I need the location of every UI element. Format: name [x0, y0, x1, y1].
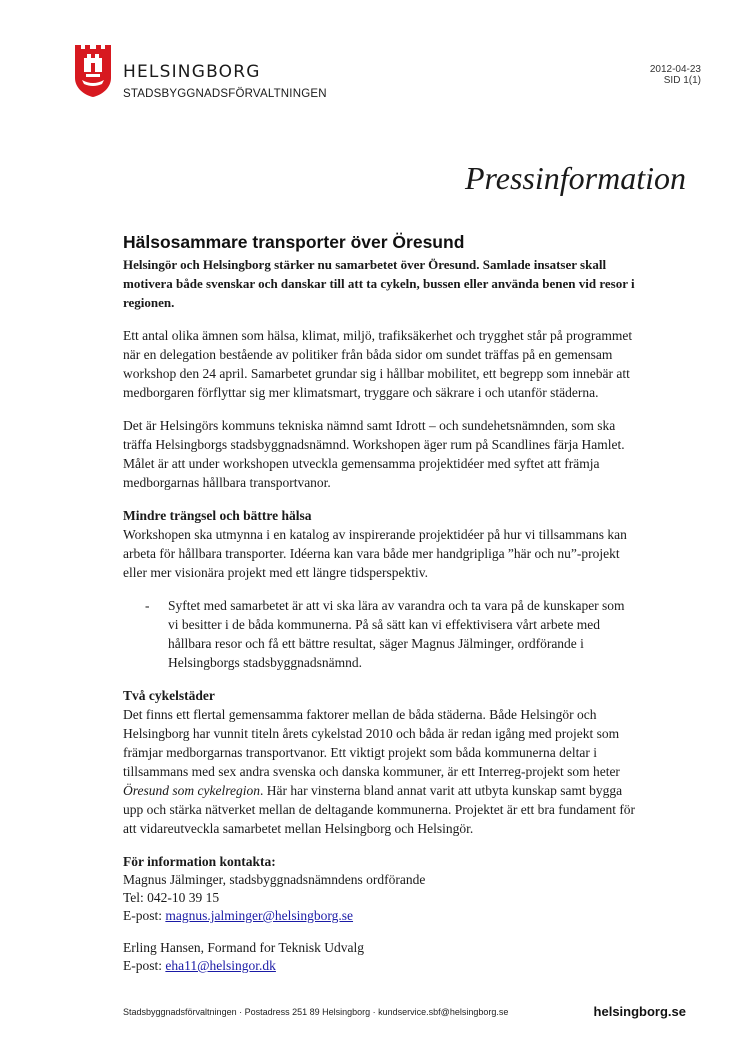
email-link-1[interactable]: magnus.jalminger@helsingborg.se	[165, 908, 354, 923]
paragraph-3: Workshopen ska utmynna i en katalog av inspirerande projektidéer på hur vi tillsammans kan arbeta för hållbara transporter. Idéerna kan vara både mer handgripliga ”här och nu”-projekt eller mer visionära projekt med ett längre tidsperspektiv.	[123, 527, 627, 580]
document-meta	[650, 64, 701, 86]
helsingborg-crest-logo	[74, 44, 112, 98]
org-name: HELSINGBORG	[123, 62, 261, 82]
project-name: Öresund som cykelregion	[123, 783, 260, 798]
article-title: Hälsosammare transporter över Öresund	[123, 232, 465, 252]
document-type: Pressinformation	[464, 160, 686, 196]
paragraph-1: Ett antal olika ämnen som hälsa, klimat, miljö, trafiksäkerhet och trygghet står på programmet när en delegation bestående av politiker från båda sidor om sundet träffas på en gemensam workshop den 24 april. Samarbetet grundar sig i hållbar mobilitet, ett begrepp som innebär att medborgaren förflyttar sig mer klimatsmart, tryggare och säkrare i och utanför städerna.	[123, 328, 633, 400]
contact-phone: Tel: 042-10 39 15	[123, 890, 220, 905]
footer-address: Stadsbyggnadsförvaltningen · Postadress 251 89 Helsingborg · kundservice.sbf@helsingborg.se	[123, 1007, 509, 1017]
bullet-dash: -	[145, 598, 150, 613]
document-date: 2012-04-23	[649, 64, 701, 75]
contact-email-2-line	[123, 957, 638, 975]
quote-text: Syftet med samarbetet är att vi ska lära av varandra och ta vara på de kunskaper som vi besitter i de båda kommunerna. På så sätt kan vi effektivisera vårt arbete med hållbara resor och få ett bättre resultat, säger Magnus Jälminger, ordförande i Helsingborgs stadsbyggnadsnämnd.	[168, 598, 625, 670]
contact-email-1-line	[123, 907, 638, 925]
contact-block-2	[123, 939, 638, 975]
article-body	[123, 232, 638, 989]
page-number: SID 1(1)	[663, 75, 701, 86]
paragraph-4-end: . Här har vinsterna bland annat varit att utbyta kunskap samt bygga upp och stärka nätverket mellan de deltagande kommunerna. Projektet är ett bra fundament för att vidareutveckla samarbetet mellan Helsingborg och Helsingör.	[123, 783, 636, 836]
subheading-1: Mindre trängsel och bättre hälsa	[123, 508, 312, 523]
footer-website: helsingborg.se	[593, 1004, 686, 1019]
department-name: STADSBYGGNADSFÖRVALTNINGEN	[123, 88, 327, 100]
paragraph-2: Det är Helsingörs kommuns tekniska nämnd samt Idrott – och sundehetsnämnden, som ska träffa Helsingborgs stadsbyggnadsnämnd. Workshopen äger rum på Scandlines färja Hamlet. Målet är att under workshopen utveckla gemensamma projektidéer med syftet att främja medborgarnas hållbara transportvanor.	[123, 418, 625, 490]
organization-block	[123, 62, 327, 101]
paragraph-4	[123, 705, 638, 838]
contact-block	[123, 852, 638, 925]
email-label: E-post:	[123, 908, 166, 923]
contact-heading: För information kontakta:	[123, 854, 276, 869]
email-link-2[interactable]: eha11@helsingor.dk	[165, 958, 276, 973]
article-lead: Helsingör och Helsingborg stärker nu samarbetet över Öresund. Samlade insatser skall motivera både svenskar och danskar till att ta cykeln, bussen eller använda benen vid resor i regionen.	[123, 257, 635, 310]
paragraph-4-start: Det finns ett flertal gemensamma faktorer mellan de båda städerna. Både Helsingör och Helsingborg har vunnit titeln årets cykelstad 2010 och båda är redan igång med projekt som främjar medborgarnas transportvanor. Ett viktigt projekt som båda kommunerna deltar i tillsammans med sex andra svenska och danska kommuner, är ett Interreg-projekt som heter	[123, 707, 620, 779]
contact-person-2: Erling Hansen, Formand for Teknisk Udvalg	[123, 940, 365, 955]
contact-person-1: Magnus Jälminger, stadsbyggnadsnämndens ordförande	[123, 872, 426, 887]
subheading-2: Två cykelstäder	[123, 688, 215, 703]
email-label: E-post:	[123, 958, 166, 973]
quote-bullet	[123, 596, 638, 672]
